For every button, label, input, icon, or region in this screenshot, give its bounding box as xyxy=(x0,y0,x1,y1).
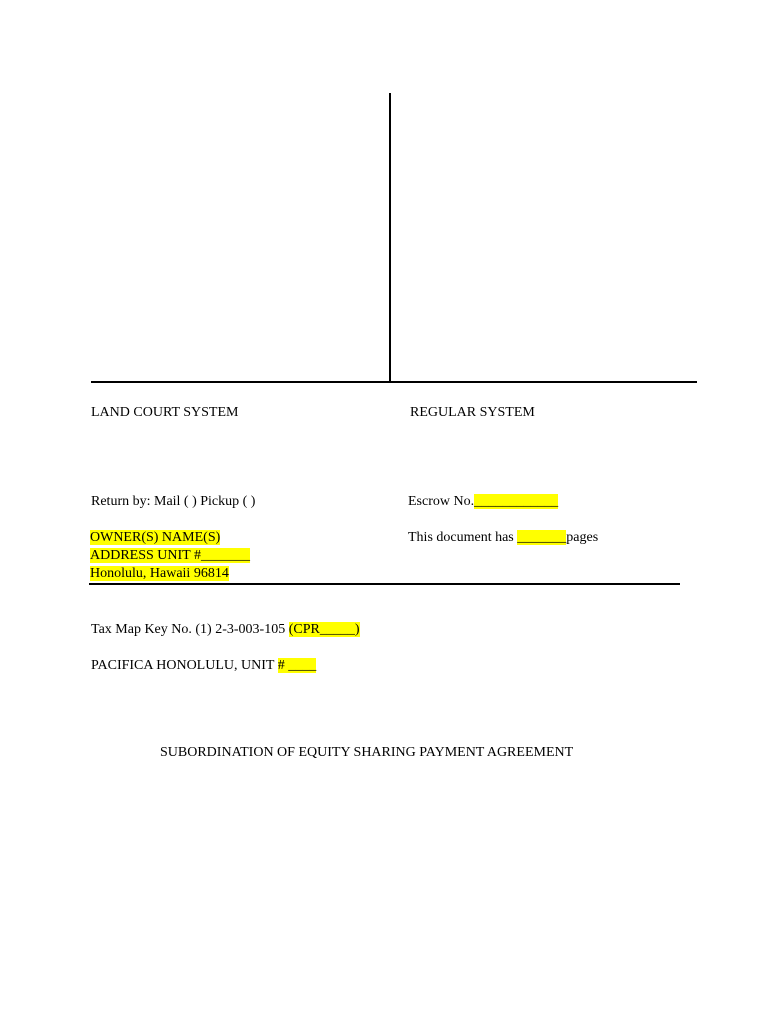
owner-address-block xyxy=(90,529,250,583)
tax-map-key-text: Tax Map Key No. (1) 2-3-003-105 xyxy=(91,622,289,637)
escrow-label: Escrow No. xyxy=(408,494,475,509)
owner-address-field[interactable]: ADDRESS UNIT #_______ xyxy=(90,548,250,563)
regular-system-label: REGULAR SYSTEM xyxy=(410,405,535,420)
return-by-line: Return by: Mail ( ) Pickup ( ) xyxy=(91,494,256,509)
page-count-line xyxy=(408,529,598,547)
escrow-number-line xyxy=(408,493,558,511)
address-block-rule xyxy=(89,583,680,585)
unit-line-text: PACIFICA HONOLULU, UNIT xyxy=(91,658,278,673)
recording-box-bottom-rule xyxy=(91,381,697,383)
escrow-number-blank[interactable]: ____________ xyxy=(474,494,559,509)
unit-line xyxy=(91,657,316,675)
page-count-prefix: This document has xyxy=(408,530,518,545)
land-court-system-label: LAND COURT SYSTEM xyxy=(91,405,239,420)
owner-name-field[interactable]: OWNER(S) NAME(S) xyxy=(90,530,221,545)
document-title: SUBORDINATION OF EQUITY SHARING PAYMENT AGREEMENT xyxy=(160,745,574,760)
unit-number-field[interactable]: # ____ xyxy=(277,658,317,673)
cpr-number-field[interactable]: (CPR_____) xyxy=(288,622,360,637)
tax-map-key-line xyxy=(91,621,360,639)
page-count-suffix: pages xyxy=(566,530,599,545)
recording-box-vertical-divider xyxy=(389,93,391,383)
page-count-blank[interactable]: _______ xyxy=(517,530,567,545)
owner-city-field[interactable]: Honolulu, Hawaii 96814 xyxy=(90,566,229,581)
